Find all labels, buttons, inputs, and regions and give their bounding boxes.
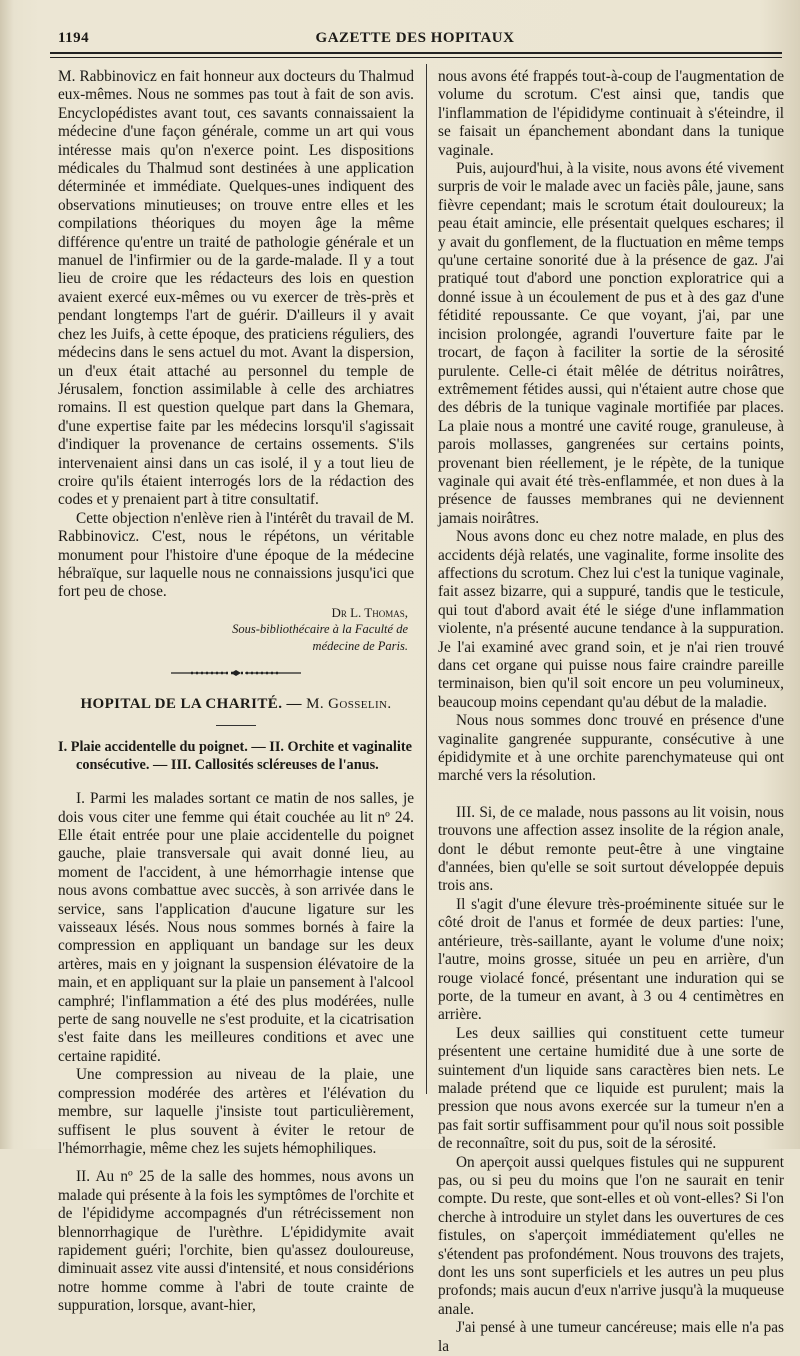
ornamental-divider <box>58 669 414 677</box>
paragraph: Cette objection n'enlève rien à l'intérêt du travail de M. Rabbinovicz. C'est, nous le répétons, un véritable monument pour l'histoire d'une époque de la médecine hébraïque, sur laquelle nous ne connaissions jusqu'ici que fort peu de chose. <box>58 509 414 601</box>
section-heading <box>58 695 414 713</box>
section-title: HOPITAL DE LA CHARITÉ. — <box>80 695 302 712</box>
paragraph: On aperçoit aussi quelques fistules qui ne suppurent pas, ou si peu du moins que l'on ne saurait en tenir compte. Du reste, que sont-elles et où vont-elles? Si l'on cherche à introduire un stylet dans les ouvertures de ces fistules, on s'aperçoit immédiatement qu'elles ne s'étendent pas profondément. Nous trouvons des trajets, dont les uns sont superficiels et les autres un peu plus profonds; mais aucun d'eux n'arrive jusqu'à la muqueuse anale. <box>438 1153 784 1318</box>
paragraph: M. Rabbinovicz en fait honneur aux docteurs du Thalmud eux-mêmes. Nous ne sommes pas tout à fait de son avis. Encyclopédistes avant tout, ces savants connaissaient la médecine d'une façon générale, comme un art qui vous intéresse mais qu'on n'exerce point. Les dispositions médicales du Thalmud sont destinées à une application déterminée et immédiate. Quelques-unes indiquent des observations minutieuses; on trouve entre elles et les compilations théoriques du moyen âge la même différence qu'entre un traité de pathologie générale et un manuel de l'infirmier ou de la garde-malade. Il y a tout lieu de croire que les rédacteurs des lois en question avaient exercé eux-mêmes ou vu exercer de très-près et pendant longtemps l'art de guérir. D'ailleurs il y avait chez les Juifs, à cette époque, des praticiens réguliers, des médecins dans le sens actuel du mot. Avant la dispersion, un d'eux était attaché au personnel du temple de Jérusalem, fonction assimilable à celle des archiatres romains. Il est question quelque part dans la Ghemara, d'une expertise faite par les médecins lorsqu'il s'agissait d'indiquer la provenance de certains ossements. S'ils intervenaient ainsi dans un cas isolé, il y a tout lieu de croire qu'ils étaient interrogés lors de la rédaction des codes et y prenaient part à titre consultatif. <box>58 68 414 509</box>
section-subtitle <box>58 738 414 774</box>
paragraph: II. Au nº 25 de la salle des hommes, nous avons un malade qui présente à la fois les symptômes de l'orchite et de l'épididyme accompagnés d'un rétrécissement non blennorrhagique de l'urèthre. L'épididymite avait rapidement guéri; l'orchite, bien qu'assez douloureuse, diminuait assez vite aussi d'intensité, et nous considérions notre homme comme à l'abri de toute crainte de suppuration, lorsque, avant-hier, <box>58 1168 414 1315</box>
page-number: 1194 <box>58 30 90 46</box>
signature-block <box>58 604 414 655</box>
paragraph: Nous nous sommes donc trouvé en présence d'une vaginalite gangrenée suppurante, consécutive à une épididymite et à une orchite parenchymateuse qui ont marché vers la résolution. <box>438 712 784 785</box>
author-role: Sous-bibliothécaire à la Faculté de <box>232 621 408 636</box>
subtitle-line: consécutive. — III. Callosités scléreuses de l'anus. <box>76 757 379 774</box>
paragraph: Puis, aujourd'hui, à la visite, nous avons été vivement surpris de voir le malade avec un faciès pâle, jaune, sans fièvre cependant; mais le scrotum était douloureux; la peau était amincie, elle présentait quelques eschares; il y avait du gonflement, de la fluctuation en même temps qu'une certaine sonorité due à la présence de gaz. J'ai pratiqué tout d'abord une ponction exploratrice qui a donné issue à un écoulement de pus et à des gaz d'une fétidité repoussante. Ce que voyant, j'ai, par une incision prolongée, agrandi l'ouverture faite par le trocart, de façon à faciliter la sortie de la sérosité purulente. Celle-ci était mêlée de détritus noirâtres, extrêmement fétides aussi, qui n'étaient autre chose que des débris de la tunique vaginale mortifiée par places. La plaie nous a montré une cavité rouge, granuleuse, à parois mollasses, gangrenées sur certains points, provenant bien réellement, je le répète, de la tunique vaginale qui avait été très-enflammée, et non dues à la présence de fausses membranes qui ne deviennent jamais noirâtres. <box>438 160 784 527</box>
section-author: M. Gosselin. <box>306 695 392 712</box>
paragraph: J'ai pensé à une tumeur cancéreuse; mais elle n'a pas la <box>438 1319 784 1355</box>
subtitle-line: I. Plaie accidentelle du poignet. — II. Orchite et vaginalite <box>58 739 412 756</box>
paragraph: Il s'agit d'une élevure très-proéminente située sur le côté droit de l'anus et formée de deux parties: l'une, antérieure, très-saillante, ayant le volume d'une noix; l'autre, moins grosse, située un peu en arrière, d'un rouge violacé foncé, présentant une induration qui se porte, de la tumeur en avant, à 3 ou 4 centimètres en arrière. <box>438 895 784 1024</box>
paragraph: Nous avons donc eu chez notre malade, en plus des accidents déjà relatés, une vaginalite, forme insolite des affections du scrotum. Chez lui c'est la tunique vaginale, fait assez bizarre, qui a suppuré, tandis que le testicule, qui tout d'abord avait été le siége d'une inflammation violente, n'a présenté aucune tendance à la suppuration. Je l'ai examiné avec grand soin, et je n'ai rien trouvé dans cet organe qui puisse nous faire craindre pareille terminaison, bien qu'il soit encore un peu volumineux, beaucoup moins cependant qu'au début de la maladie. <box>438 528 784 711</box>
short-rule <box>216 725 256 726</box>
header-rule-thin <box>50 57 782 58</box>
paragraph: Les deux saillies qui constituent cette tumeur présentent une certaine humidité due à une sorte de suintement d'un liquide sans caractères bien nets. Le malade prétend que ce liquide est purulent; mais la pression que nous avons exercée sur la tumeur n'en a pas fait sortir suffisamment pour qu'il nous soit possible de reconnaître, soit du pus, soit de la sérosité. <box>438 1024 784 1153</box>
paragraph: I. Parmi les malades sortant ce matin de nos salles, je dois vous citer une femme qui était couchée au lit nº 24. Elle était entrée pour une plaie accidentelle du poignet gauche, plaie transversale qui avait donné lieu, au moment de l'accident, à une hémorrhagie intense que nous avons combattue avec succès, à son arrivée dans le service, sans l'application d'aucune ligature sur les vaisseaux lésés. Nous nous sommes bornés à faire la compression en appliquant un bandage sur les deux artères, mais en y joignant la suspension élévatoire de la main, et en appliquant sur la plaie un pansement à l'alcool camphré; l'inflammation a été des plus modérées, nulle perte de sang nouvelle ne s'est produite, et la cicatrisation s'est faite dans les meilleures conditions et avec une certaine rapidité. <box>58 790 414 1065</box>
left-column <box>58 68 414 1316</box>
author-name: Dr L. Thomas, <box>331 604 408 620</box>
author-role: médecine de Paris. <box>312 638 408 653</box>
page-header <box>50 28 780 48</box>
paragraph: nous avons été frappés tout-à-coup de l'augmentation de volume du scrotum. C'est ainsi que, tandis que l'inflammation de l'épididyme continuait à s'éteindre, il se faisait un épanchement abondant dans la tunique vaginale. <box>438 68 784 159</box>
paragraph: Une compression au niveau de la plaie, une compression modérée des artères et l'élévation du membre, sur laquelle j'insiste tout particulièrement, suffisent le plus souvent à éviter le retour de l'hémorrhagie, même chez les sujets hémophiliques. <box>58 1066 414 1157</box>
right-column <box>438 68 784 1356</box>
column-divider <box>426 64 427 1094</box>
journal-title: GAZETTE DES HOPITAUX <box>315 30 515 46</box>
paragraph: III. Si, de ce malade, nous passons au lit voisin, nous trouvons une affection assez insolite de la région anale, dont le début remonte peut-être à une vingtaine d'années, bien qu'elle se soit surtout développée depuis trois ans. <box>438 803 784 895</box>
header-rule-thick <box>50 52 782 54</box>
